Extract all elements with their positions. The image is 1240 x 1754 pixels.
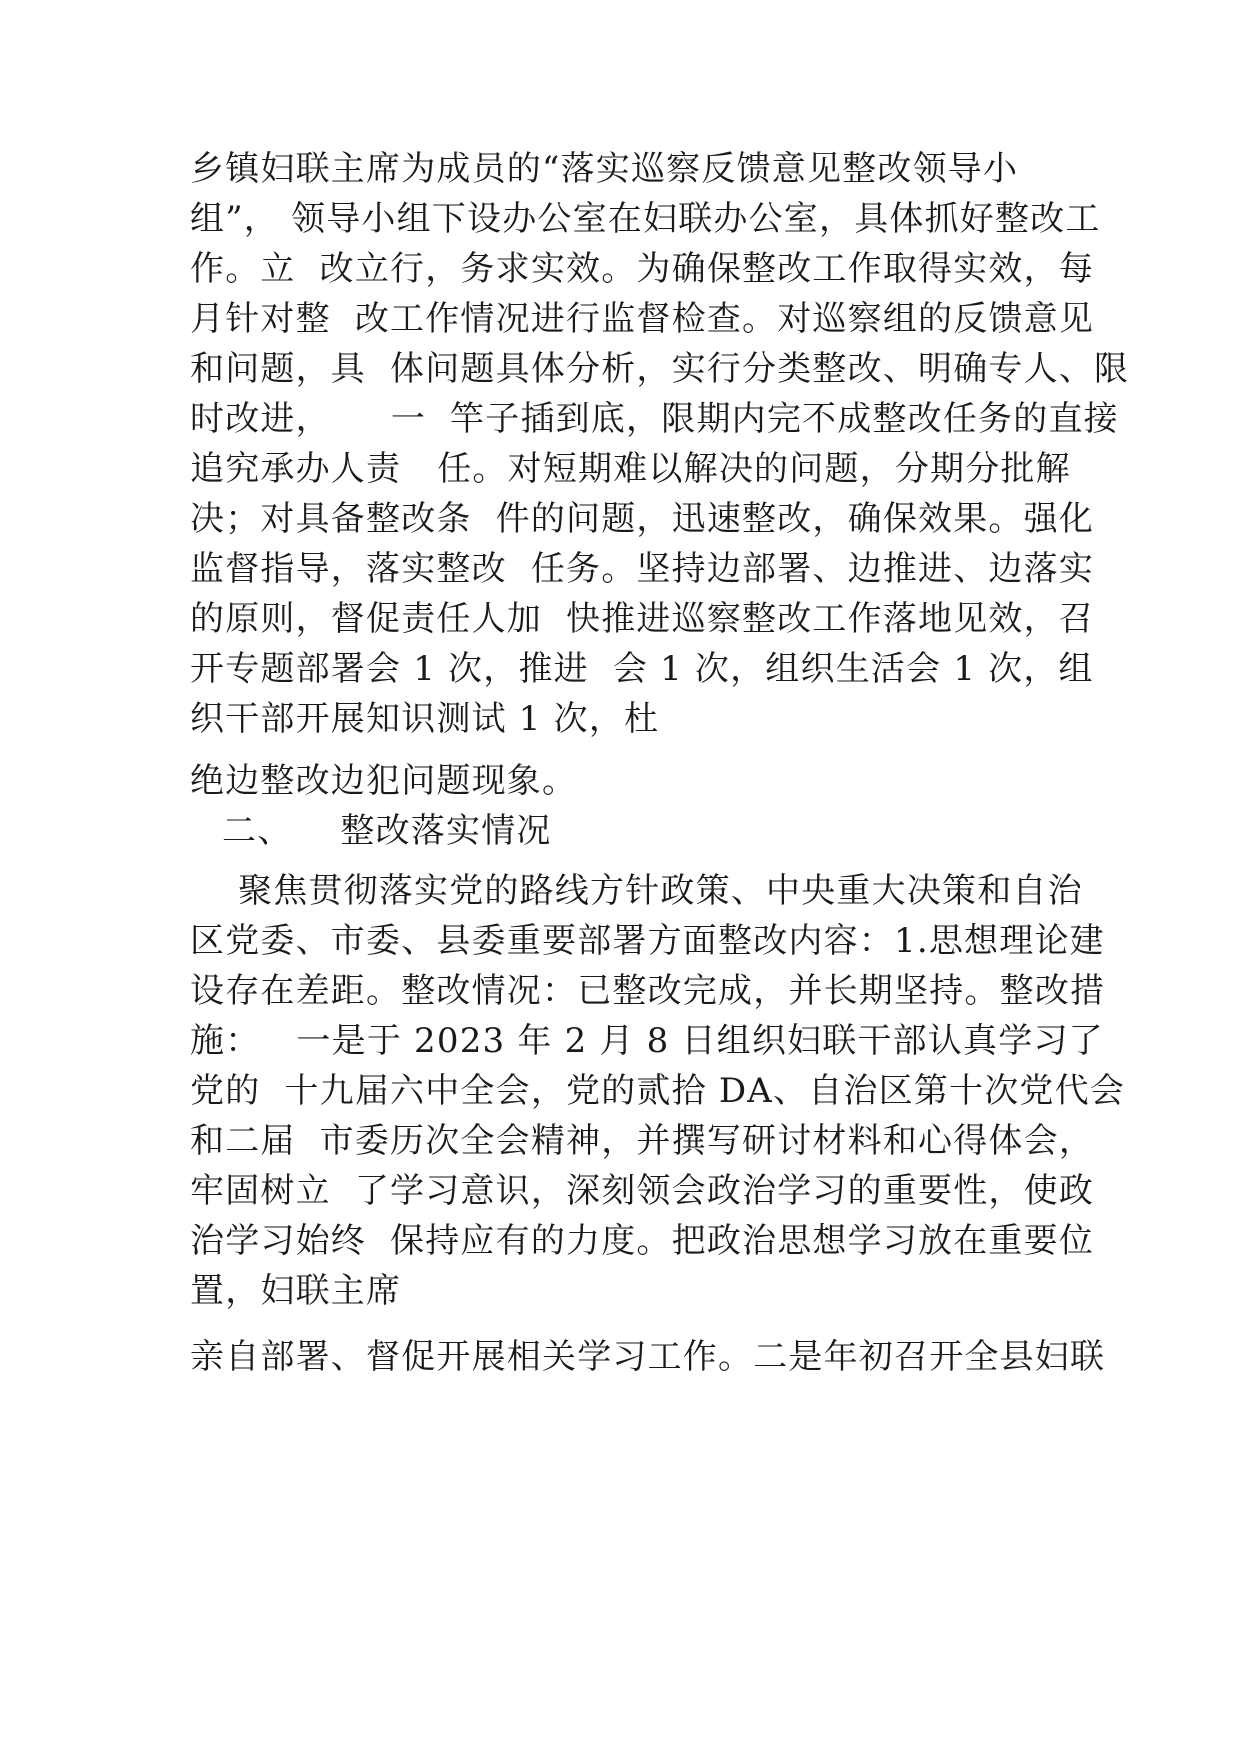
paragraph-1-line-3: 作。立 改立行，务求实效。为确保整改工作取得实效，每 (190, 249, 1095, 289)
paragraph-1-line-5: 和问题，具 体问题具体分析，实行分类整改、明确专人、限 (190, 349, 1130, 389)
paragraph-1-line-2: 组”， 领导小组下设办公室在妇联办公室，具体抓好整改工 (190, 199, 1101, 239)
paragraph-3-line-6: 和二届 市委历次全会精神，并撰写研讨材料和心得体会， (190, 1121, 1095, 1161)
paragraph-1-line-8: 决；对具备整改条 件的问题，迅速整改，确保效果。强化 (190, 499, 1095, 539)
paragraph-3-line-3: 设存在差距。整改情况：已整改完成，并长期坚持。整改措 (190, 971, 1106, 1011)
paragraph-1-line-6: 时改进， 一 竿子插到底，限期内完不成整改任务的直接 (190, 399, 1119, 439)
paragraph-3-line-9: 置，妇联主席 (190, 1271, 402, 1311)
paragraph-3-line-1: 聚焦贯彻落实党的路线方针政策、中央重大决策和自治 (190, 871, 1083, 911)
paragraph-2-line-1: 绝边整改边犯问题现象。 (190, 761, 578, 801)
paragraph-1-line-12: 织干部开展知识测试 1 次，杜 (190, 699, 660, 739)
paragraph-1-line-4: 月针对整 改工作情况进行监督检查。对巡察组的反馈意见 (190, 299, 1095, 339)
section-heading: 二、 整改落实情况 (222, 811, 552, 851)
paragraph-1-line-9: 监督指导，落实整改 任务。坚持边部署、边推进、边落实 (190, 549, 1095, 589)
paragraph-1-line-7: 追究承办人责 任。对短期难以解决的问题，分期分批解 (190, 449, 1071, 489)
paragraph-1-line-10: 的原则，督促责任人加 快推进巡察整改工作落地见效，召 (190, 599, 1095, 639)
paragraph-3-line-7: 牢固树立 了学习意识，深刻领会政治学习的重要性，使政 (190, 1171, 1095, 1211)
paragraph-3-line-5: 党的 十九届六中全会，党的贰拾 DA、自治区第十次党代会 (190, 1071, 1126, 1111)
paragraph-1-line-11: 开专题部署会 1 次，推进 会 1 次，组织生活会 1 次，组 (190, 649, 1094, 689)
paragraph-3-line-8: 治学习始终 保持应有的力度。把政治思想学习放在重要位 (190, 1221, 1095, 1261)
paragraph-1-line-1: 乡镇妇联主席为成员的“落实巡察反馈意见整改领导小 (190, 149, 1019, 189)
paragraph-3-line-4: 施： 一是于 2023 年 2 月 8 日组织妇联干部认真学习了 (190, 1021, 1104, 1061)
paragraph-4-line-1: 亲自部署、督促开展相关学习工作。二是年初召开全县妇联 (190, 1337, 1106, 1377)
paragraph-3-line-2: 区党委、市委、县委重要部署方面整改内容：1.思想理论建 (190, 921, 1105, 961)
